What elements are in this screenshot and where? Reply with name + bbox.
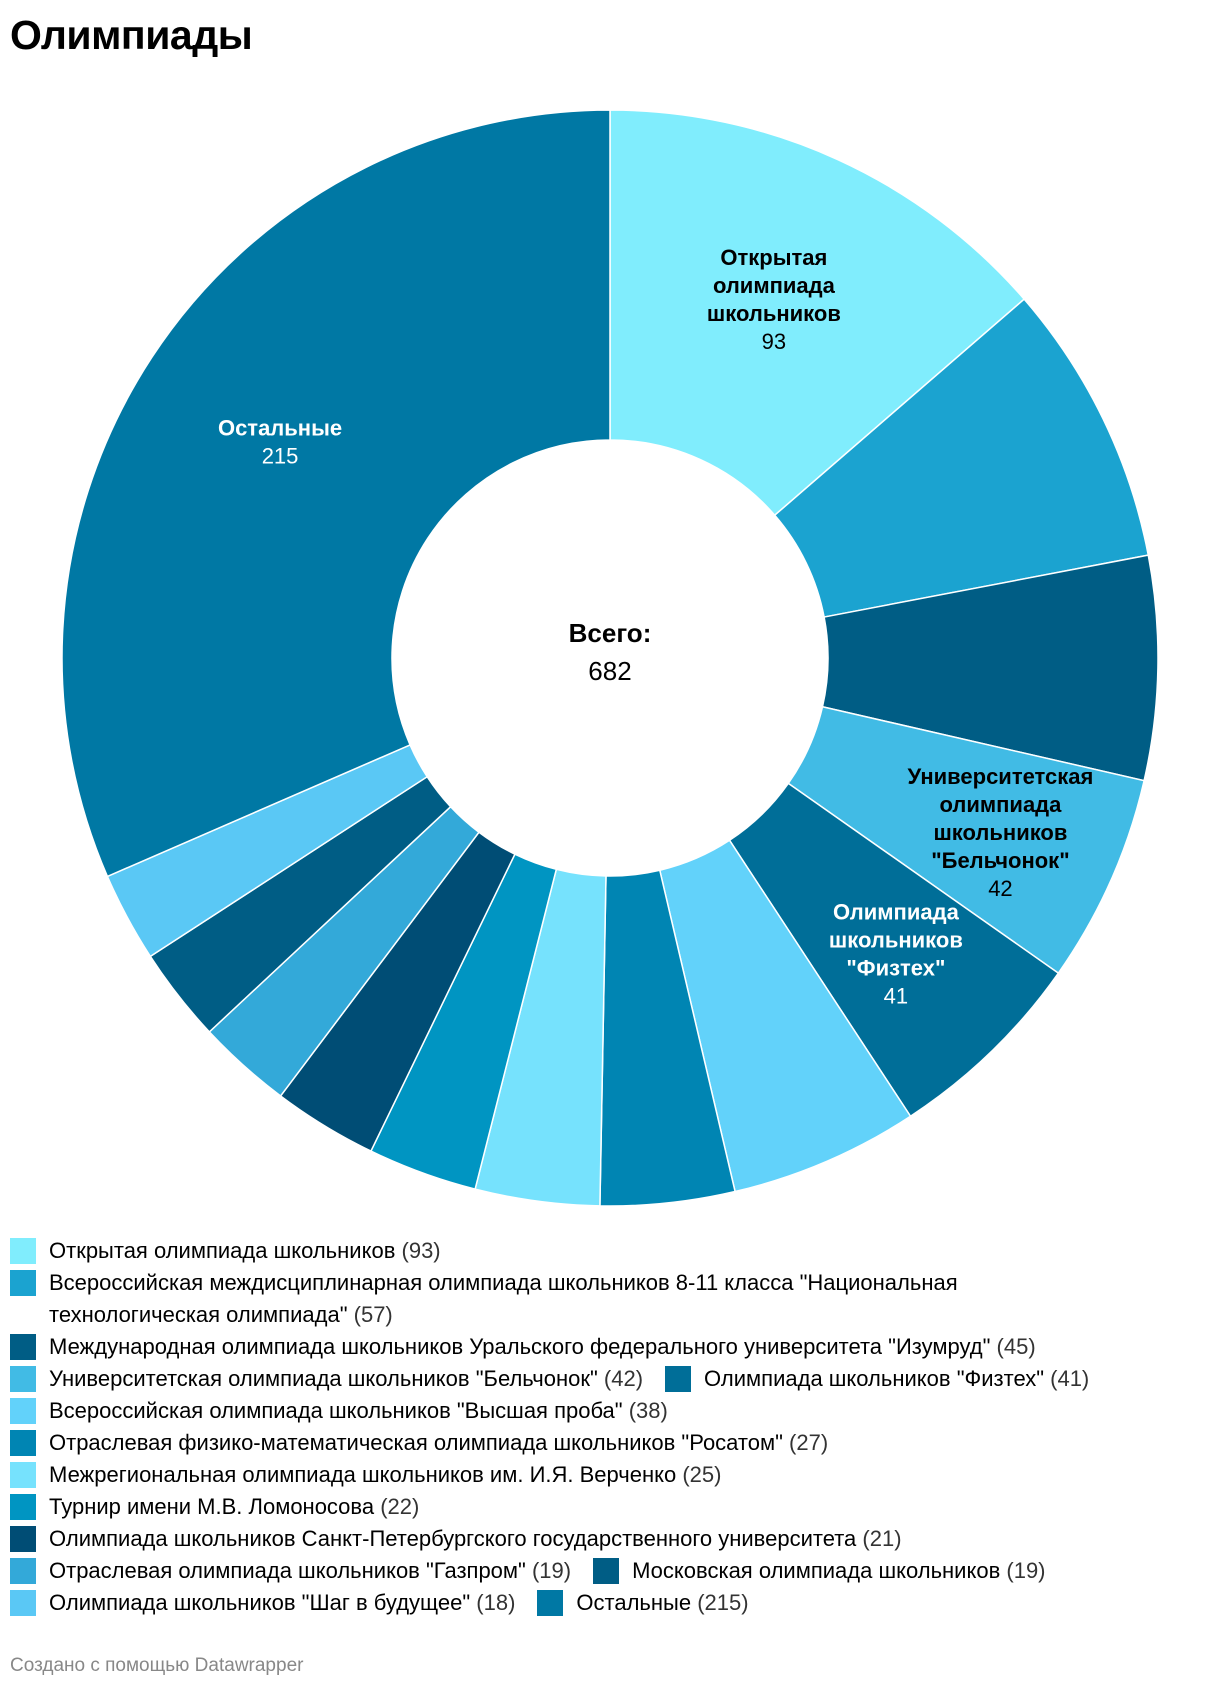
legend-item[interactable] [10, 1331, 1036, 1363]
legend-value: (27) [782, 1430, 829, 1455]
legend-text [49, 1267, 1109, 1331]
legend-text [49, 1523, 902, 1555]
legend-item[interactable] [10, 1427, 828, 1459]
legend-label: Олимпиада школьников Санкт-Петербургского государственного университета [49, 1526, 857, 1551]
chart-title: Олимпиады [10, 12, 253, 58]
legend-label: Межрегиональная олимпиада школьников им. И.Я. Верченко [49, 1462, 677, 1487]
legend-item[interactable] [10, 1235, 441, 1267]
slice-label-line: Университетская [907, 763, 1094, 789]
legend-text [49, 1587, 515, 1619]
slice-label-line: Открытая [720, 245, 828, 271]
legend-text [49, 1427, 828, 1459]
center-value: 682 [588, 656, 632, 686]
slice-label-line: "Физтех" [846, 955, 946, 981]
legend-row [10, 1459, 1210, 1491]
legend-row [10, 1267, 1210, 1331]
legend-row [10, 1523, 1210, 1555]
legend-item[interactable] [10, 1523, 902, 1555]
legend-label: Открытая олимпиада школьников [49, 1238, 396, 1263]
legend-value: (21) [856, 1526, 902, 1551]
slice-label-line: "Бельчонок" [931, 847, 1070, 873]
legend-swatch [10, 1494, 36, 1520]
legend-swatch [10, 1526, 36, 1552]
legend-item[interactable] [10, 1363, 643, 1395]
legend-value: (25) [676, 1462, 722, 1487]
legend-item[interactable] [10, 1459, 721, 1491]
legend-item[interactable] [10, 1267, 1109, 1331]
legend-row [10, 1235, 1210, 1267]
legend-row [10, 1427, 1210, 1459]
legend-label: Всероссийская междисциплинарная олимпиада школьников 8-11 класса "Национальная технологическая олимпиада" [49, 1270, 958, 1327]
legend-item[interactable] [10, 1587, 515, 1619]
slice-label-line: олимпиада [939, 791, 1062, 817]
legend-text [576, 1587, 748, 1619]
legend-text [49, 1363, 643, 1395]
legend-swatch [537, 1590, 563, 1616]
legend-value: (57) [347, 1302, 393, 1327]
slice-label-line: школьников [933, 819, 1068, 845]
legend-value: (215) [691, 1590, 749, 1615]
legend-swatch [10, 1366, 36, 1392]
legend-item[interactable] [10, 1395, 668, 1427]
legend-item[interactable] [593, 1555, 1045, 1587]
slice-label-line: олимпиада [712, 273, 835, 299]
slice-label-line: Остальные [217, 415, 343, 441]
legend-text [704, 1363, 1089, 1395]
legend-value: (18) [470, 1590, 516, 1615]
legend-value: (45) [990, 1334, 1036, 1359]
legend-swatch [10, 1398, 36, 1424]
slice-value: 93 [761, 329, 787, 355]
legend-row [10, 1331, 1210, 1363]
legend-text [632, 1555, 1045, 1587]
slice-label-line: Олимпиада [832, 899, 959, 925]
center-label: Всего: [568, 618, 652, 648]
legend-text [49, 1395, 668, 1427]
slice-label-line: школьников [828, 927, 963, 953]
legend-label: Московская олимпиада школьников [632, 1558, 1001, 1583]
legend-value: (38) [622, 1398, 668, 1423]
legend-row [10, 1363, 1210, 1395]
legend-item[interactable] [665, 1363, 1089, 1395]
legend-value: (19) [525, 1558, 572, 1583]
slice-value: 41 [883, 983, 909, 1009]
legend-text [49, 1491, 419, 1523]
legend-swatch [10, 1590, 36, 1616]
legend-label: Всероссийская олимпиада школьников "Высшая проба" [49, 1398, 623, 1423]
legend-label: Международная олимпиада школьников Уральского федерального университета "Изумруд" [49, 1334, 991, 1359]
legend-label: Университетская олимпиада школьников "Бельчонок" [49, 1366, 598, 1391]
legend-item[interactable] [537, 1587, 748, 1619]
legend-label: Олимпиада школьников "Шаг в будущее" [49, 1590, 471, 1615]
legend-value: (22) [374, 1494, 420, 1519]
legend [10, 1235, 1210, 1619]
legend-value: (93) [395, 1238, 441, 1263]
legend-swatch [10, 1334, 36, 1360]
slice-value: 215 [261, 443, 299, 469]
legend-row [10, 1395, 1210, 1427]
legend-label: Отраслевая физико-математическая олимпиада школьников "Росатом" [49, 1430, 783, 1455]
legend-text [49, 1235, 441, 1267]
legend-label: Олимпиада школьников "Физтех" [704, 1366, 1045, 1391]
legend-value: (41) [1044, 1366, 1090, 1391]
legend-row [10, 1587, 1210, 1619]
legend-swatch [10, 1430, 36, 1456]
legend-row [10, 1491, 1210, 1523]
slice-label-line: школьников [706, 301, 841, 327]
slice-value: 42 [988, 875, 1013, 901]
legend-text [49, 1555, 571, 1587]
legend-swatch [10, 1558, 36, 1584]
legend-text [49, 1459, 721, 1491]
legend-swatch [665, 1366, 691, 1392]
legend-value: (42) [597, 1366, 644, 1391]
footer-credit: Создано с помощью Datawrapper [10, 1655, 304, 1676]
legend-label: Турнир имени М.В. Ломоносова [49, 1494, 375, 1519]
legend-swatch [593, 1558, 619, 1584]
legend-swatch [10, 1238, 36, 1264]
slice-14[interactable] [62, 110, 610, 876]
legend-label: Отраслевая олимпиада школьников "Газпром" [49, 1558, 526, 1583]
legend-text [49, 1331, 1036, 1363]
legend-item[interactable] [10, 1555, 571, 1587]
legend-swatch [10, 1270, 36, 1296]
legend-row [10, 1555, 1210, 1587]
legend-item[interactable] [10, 1491, 419, 1523]
legend-label: Остальные [576, 1590, 692, 1615]
legend-value: (19) [1000, 1558, 1046, 1583]
legend-swatch [10, 1462, 36, 1488]
